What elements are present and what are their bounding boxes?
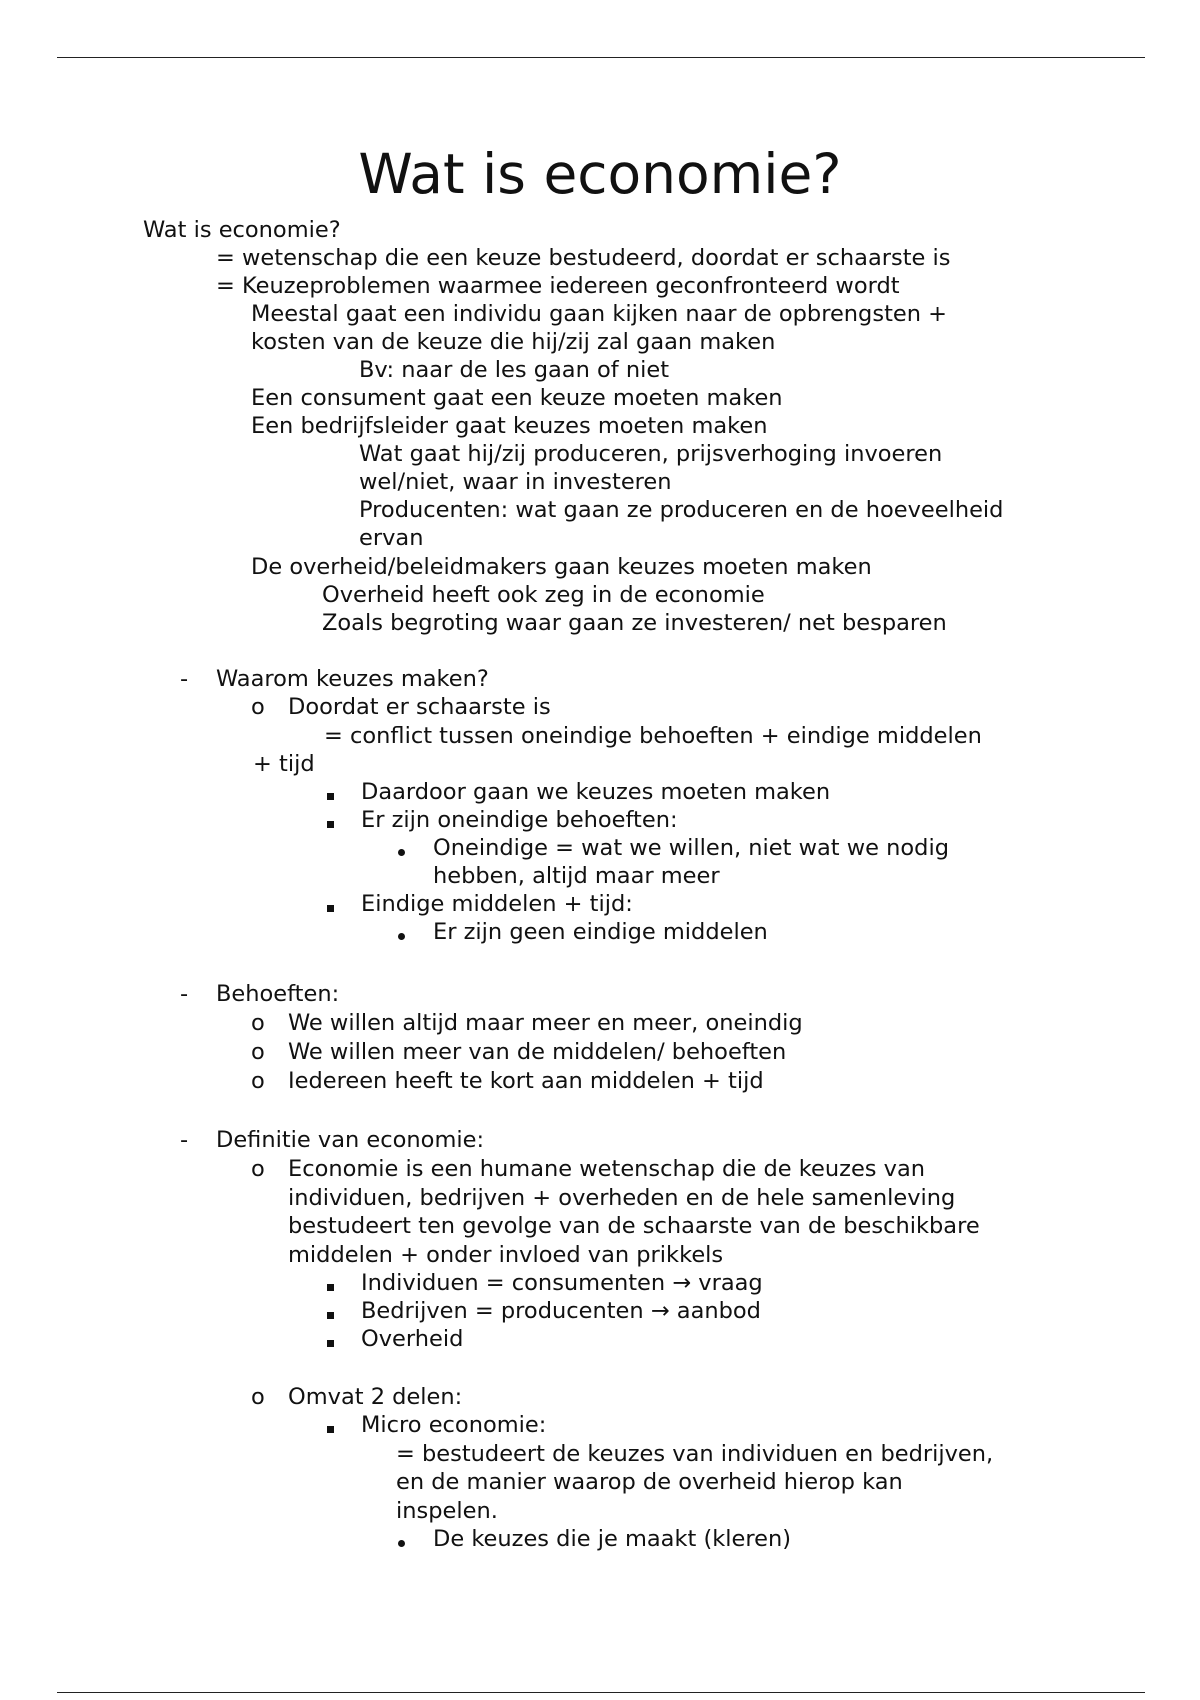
intro-example: Bv: naar de les gaan of niet (359, 357, 670, 383)
list-item: Bedrijven = producenten → aanbod (361, 1298, 761, 1324)
list-item-line: = conflict tussen oneindige behoeften + eindige middelen (324, 723, 982, 749)
section-heading-behoeften: Behoeften: (216, 981, 340, 1007)
definition-line: bestudeert ten gevolge van de schaarste van de beschikbare (288, 1213, 980, 1239)
intro-line: kosten van de keuze die hij/zij zal gaan maken (251, 329, 776, 355)
list-item-line: + tijd (253, 751, 315, 777)
square-bullet (327, 1426, 334, 1433)
list-item: Individuen = consumenten → vraag (361, 1270, 763, 1296)
list-item-line: Oneindige = wat we willen, niet wat we nodig (433, 835, 949, 861)
circle-bullet: o (251, 1156, 265, 1182)
intro-line: De overheid/beleidmakers gaan keuzes moeten maken (251, 554, 872, 580)
definition-line: individuen, bedrijven + overheden en de hele samenleving (288, 1185, 956, 1211)
intro-subline: Producenten: wat gaan ze produceren en de hoeveelheid (359, 497, 1004, 523)
definition-line: inspelen. (396, 1498, 498, 1524)
square-bullet (327, 1340, 334, 1347)
round-bullet (398, 933, 405, 940)
intro-subline: Overheid heeft ook zeg in de economie (322, 582, 765, 608)
list-item: Micro economie: (361, 1412, 547, 1438)
list-item: Er zijn oneindige behoeften: (361, 807, 678, 833)
intro-definition: = wetenschap die een keuze bestudeerd, doordat er schaarste is (216, 245, 951, 271)
intro-definition: = Keuzeproblemen waarmee iedereen geconfronteerd wordt (216, 273, 900, 299)
intro-line: Meestal gaat een individu gaan kijken naar de opbrengsten + (251, 301, 947, 327)
section-heading-definitie: Definitie van economie: (216, 1127, 485, 1153)
intro-line: Een bedrijfsleider gaat keuzes moeten maken (251, 413, 768, 439)
list-item: Overheid (361, 1326, 464, 1352)
page-title: Wat is economie? (358, 142, 842, 206)
round-bullet (398, 849, 405, 856)
square-bullet (327, 821, 334, 828)
intro-line: Een consument gaat een keuze moeten maken (251, 385, 783, 411)
footer-rule (57, 1692, 1145, 1693)
circle-bullet: o (251, 1384, 265, 1410)
intro-subline: Zoals begroting waar gaan ze investeren/ net besparen (322, 610, 947, 636)
section-heading-waarom: Waarom keuzes maken? (216, 666, 489, 692)
square-bullet (327, 1284, 334, 1291)
list-item: Omvat 2 delen: (288, 1384, 463, 1410)
dash-bullet: - (180, 981, 189, 1007)
intro-subline: ervan (359, 525, 424, 551)
round-bullet (398, 1540, 405, 1547)
list-item: We willen altijd maar meer en meer, oneindig (288, 1010, 803, 1036)
list-item: We willen meer van de middelen/ behoeften (288, 1039, 787, 1065)
list-item: Daardoor gaan we keuzes moeten maken (361, 779, 831, 805)
square-bullet (327, 1312, 334, 1319)
circle-bullet: o (251, 1010, 265, 1036)
definition-line: en de manier waarop de overheid hierop kan (396, 1469, 903, 1495)
dash-bullet: - (180, 666, 189, 692)
list-item: Er zijn geen eindige middelen (433, 919, 768, 945)
header-rule (57, 57, 1145, 58)
definition-line: Economie is een humane wetenschap die de keuzes van (288, 1156, 926, 1182)
circle-bullet: o (251, 1068, 265, 1094)
list-item-line: hebben, altijd maar meer (433, 863, 720, 889)
circle-bullet: o (251, 694, 265, 720)
square-bullet (327, 793, 334, 800)
definition-line: = bestudeert de keuzes van individuen en bedrijven, (396, 1441, 994, 1467)
circle-bullet: o (251, 1039, 265, 1065)
definition-line: middelen + onder invloed van prikkels (288, 1242, 724, 1268)
list-item: Iedereen heeft te kort aan middelen + tijd (288, 1068, 764, 1094)
square-bullet (327, 905, 334, 912)
list-item: Eindige middelen + tijd: (361, 891, 633, 917)
list-item: Doordat er schaarste is (288, 694, 551, 720)
list-item: De keuzes die je maakt (kleren) (433, 1526, 791, 1552)
intro-subline: wel/niet, waar in investeren (359, 469, 672, 495)
dash-bullet: - (180, 1127, 189, 1153)
intro-subline: Wat gaat hij/zij produceren, prijsverhoging invoeren (359, 441, 943, 467)
intro-heading: Wat is economie? (143, 217, 341, 243)
